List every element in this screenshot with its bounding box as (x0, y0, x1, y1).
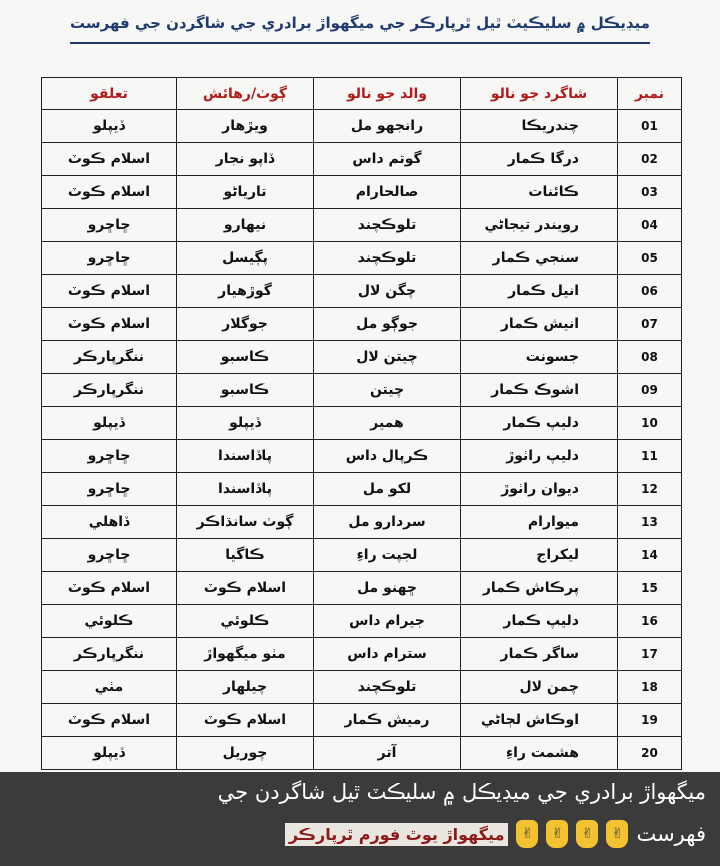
student-name-cell: انيش ڪمار (461, 308, 618, 341)
father-name-cell: ڪرپال داس (314, 440, 461, 473)
student-name-cell: انيل ڪمار (461, 275, 618, 308)
table-row (42, 539, 682, 572)
caption-banner (0, 772, 720, 866)
village-cell: اسلام ڪوٽ (177, 572, 314, 605)
row-number-cell: 17 (618, 638, 682, 671)
victory-hand-icon: ✌ (606, 820, 628, 848)
village-cell: نيهارو (177, 209, 314, 242)
table-row (42, 638, 682, 671)
row-number-cell: 01 (618, 110, 682, 143)
header-father-name: والد جو نالو (314, 78, 461, 110)
table-row (42, 143, 682, 176)
father-name-cell: لجپت راءِ (314, 539, 461, 572)
student-name-cell: دليپ ڪمار (461, 407, 618, 440)
table-header-row (42, 78, 682, 110)
taluka-cell: اسلام ڪوٽ (42, 308, 177, 341)
student-name-cell: دليپ راٺوڙ (461, 440, 618, 473)
taluka-cell: مٺي (42, 671, 177, 704)
father-name-cell: جوڳو مل (314, 308, 461, 341)
row-number-cell: 20 (618, 737, 682, 770)
father-name-cell: سردارو مل (314, 506, 461, 539)
row-number-cell: 07 (618, 308, 682, 341)
student-name-cell: ميوارام (461, 506, 618, 539)
table-row (42, 506, 682, 539)
table-row (42, 473, 682, 506)
father-name-cell: چگن لال (314, 275, 461, 308)
row-number-cell: 04 (618, 209, 682, 242)
village-cell: ڪاگيا (177, 539, 314, 572)
village-cell: پڳيسل (177, 242, 314, 275)
table-row (42, 242, 682, 275)
father-name-cell: آتر (314, 737, 461, 770)
father-name-cell: تلوڪچند (314, 209, 461, 242)
caption-line-2: فهرست (636, 822, 706, 846)
father-name-cell: رميش ڪمار (314, 704, 461, 737)
header-number: نمبر (618, 78, 682, 110)
page-title: ميڊيڪل ۾ سليڪيٽ ٿيل ٿرپارڪر جي ميگھواڙ برادري جي شاگردن جي فهرست (70, 14, 650, 32)
taluka-cell: ڏيپلو (42, 407, 177, 440)
father-name-cell: ڇهنو مل (314, 572, 461, 605)
student-name-cell: ساگر ڪمار (461, 638, 618, 671)
taluka-cell: ننگرپارڪر (42, 374, 177, 407)
village-cell: گوڙهيار (177, 275, 314, 308)
taluka-cell: اسلام ڪوٽ (42, 143, 177, 176)
row-number-cell: 05 (618, 242, 682, 275)
victory-hand-icon: ✌ (516, 820, 538, 848)
header-student-name: شاگرد جو نالو (461, 78, 618, 110)
table-row (42, 440, 682, 473)
student-name-cell: ديوان راٺوڙ (461, 473, 618, 506)
student-name-cell: رويندر تيجاڻي (461, 209, 618, 242)
taluka-cell: ڇاڇرو (42, 209, 177, 242)
student-name-cell: دليپ ڪمار (461, 605, 618, 638)
row-number-cell: 16 (618, 605, 682, 638)
father-name-cell: همير (314, 407, 461, 440)
table-row (42, 572, 682, 605)
taluka-cell: ڪلوئي (42, 605, 177, 638)
father-name-cell: چيتن (314, 374, 461, 407)
header-taluka: تعلقو (42, 78, 177, 110)
table-row (42, 275, 682, 308)
table-row (42, 737, 682, 770)
father-name-cell: گوتم داس (314, 143, 461, 176)
village-cell: ڏاپو نجار (177, 143, 314, 176)
student-name-cell: سنجي ڪمار (461, 242, 618, 275)
taluka-cell: اسلام ڪوٽ (42, 176, 177, 209)
row-number-cell: 12 (618, 473, 682, 506)
taluka-cell: اسلام ڪوٽ (42, 704, 177, 737)
father-name-cell: لکو مل (314, 473, 461, 506)
father-name-cell: چيتن لال (314, 341, 461, 374)
row-number-cell: 06 (618, 275, 682, 308)
table-row (42, 110, 682, 143)
row-number-cell: 11 (618, 440, 682, 473)
row-number-cell: 19 (618, 704, 682, 737)
taluka-cell: ڇاڇرو (42, 473, 177, 506)
victory-hand-icon: ✌ (546, 820, 568, 848)
village-cell: ڪاسبو (177, 341, 314, 374)
table-row (42, 308, 682, 341)
table-row (42, 407, 682, 440)
caption-line-2-wrap (285, 820, 706, 848)
table-row (42, 704, 682, 737)
students-table (41, 77, 682, 770)
table-row (42, 671, 682, 704)
taluka-cell: ڏيپلو (42, 110, 177, 143)
taluka-cell: ڏاهلي (42, 506, 177, 539)
village-cell: اسلام ڪوٽ (177, 704, 314, 737)
father-name-cell: صالحارام (314, 176, 461, 209)
father-name-cell: تلوڪچند (314, 671, 461, 704)
village-cell: مٺو ميگھواڙ (177, 638, 314, 671)
student-name-cell: جسونت (461, 341, 618, 374)
table-row (42, 341, 682, 374)
father-name-cell: تلوڪچند (314, 242, 461, 275)
row-number-cell: 02 (618, 143, 682, 176)
table-row (42, 374, 682, 407)
village-cell: چوريل (177, 737, 314, 770)
taluka-cell: ننگرپارڪر (42, 638, 177, 671)
title-underline (70, 42, 650, 44)
father-name-cell: سترام داس (314, 638, 461, 671)
village-cell: پاڏاسندا (177, 440, 314, 473)
taluka-cell: ڇاڇرو (42, 242, 177, 275)
village-cell: ڪلوئي (177, 605, 314, 638)
student-name-cell: پرڪاش ڪمار (461, 572, 618, 605)
father-name-cell: جيرام داس (314, 605, 461, 638)
student-name-cell: اشوڪ ڪمار (461, 374, 618, 407)
header-village: ڳوٺ/رهائش (177, 78, 314, 110)
row-number-cell: 15 (618, 572, 682, 605)
victory-hand-icon: ✌ (576, 820, 598, 848)
forum-name: ميگھواڙ يوٿ فورم ٿرپارڪر (285, 823, 509, 846)
taluka-cell: ننگرپارڪر (42, 341, 177, 374)
taluka-cell: اسلام ڪوٽ (42, 572, 177, 605)
row-number-cell: 03 (618, 176, 682, 209)
taluka-cell: ڏيپلو (42, 737, 177, 770)
student-name-cell: اوڪاش لڄاڻي (461, 704, 618, 737)
village-cell: تارياڻو (177, 176, 314, 209)
village-cell: جوگلار (177, 308, 314, 341)
table-row (42, 209, 682, 242)
student-name-cell: ڪائنات (461, 176, 618, 209)
row-number-cell: 10 (618, 407, 682, 440)
student-name-cell: چمن لال (461, 671, 618, 704)
student-name-cell: درگا ڪمار (461, 143, 618, 176)
taluka-cell: اسلام ڪوٽ (42, 275, 177, 308)
village-cell: ويڙهار (177, 110, 314, 143)
row-number-cell: 13 (618, 506, 682, 539)
village-cell: چيلهار (177, 671, 314, 704)
row-number-cell: 14 (618, 539, 682, 572)
row-number-cell: 08 (618, 341, 682, 374)
row-number-cell: 18 (618, 671, 682, 704)
student-name-cell: چندريڪا (461, 110, 618, 143)
row-number-cell: 09 (618, 374, 682, 407)
father-name-cell: رانجهو مل (314, 110, 461, 143)
table-row (42, 605, 682, 638)
caption-line-1: ميگھواڙ برادري جي ميڊيڪل ۾ سليڪٽ ٿيل شاگردن جي (217, 780, 706, 804)
village-cell: ڏيپلو (177, 407, 314, 440)
village-cell: ڪاسبو (177, 374, 314, 407)
table-row (42, 176, 682, 209)
table-body (42, 110, 682, 770)
village-cell: پاڏاسندا (177, 473, 314, 506)
taluka-cell: ڇاڇرو (42, 539, 177, 572)
student-name-cell: هشمت راءِ (461, 737, 618, 770)
taluka-cell: ڇاڇرو (42, 440, 177, 473)
student-name-cell: ليکراج (461, 539, 618, 572)
village-cell: ڳوٺ سانڌاڪر (177, 506, 314, 539)
